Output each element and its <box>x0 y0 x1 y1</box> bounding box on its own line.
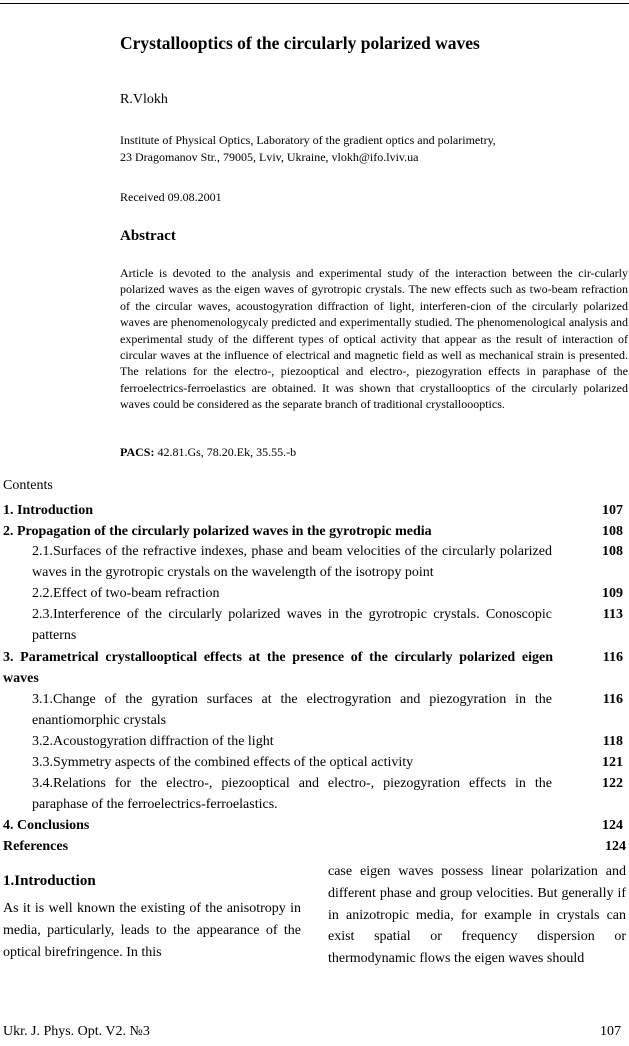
received-date: Received 09.08.2001 <box>120 190 222 204</box>
toc-entry <box>32 773 623 817</box>
abstract-text: Article is devoted to the analysis and experimental study of the interaction between the cir-cularly polarized waves as the eigen waves of gyrotropic crystals. The new effects such as two-beam refraction of the circular waves, acoustogyration diffraction of light, interferen-cion of the circularly polarized waves are phenomenologycaly predicted and experimentally studied. The phenomenological analysis and experimental study of the different types of optical activity that appear as the result of interaction of circular waves at the influence of electrical and magnetic field as well as mechanical strain is presented. The relations for the electro-, piezooptical and electro-, piezogyration effects in paraphase of the ferroelectrics-ferroelastics are obtained. It was shown that crystallooptics of the circularly polarized waves could be considered as the separate branch of traditional crystalloooptics. <box>120 266 628 412</box>
toc-entry-page: 107 <box>602 503 623 518</box>
pacs-label: PACS: <box>120 445 155 459</box>
toc-entry-title: 2.2.Effect of two-beam refraction <box>32 586 220 601</box>
top-rule <box>0 3 629 4</box>
toc-entry-title: 4. Conclusions <box>3 818 90 833</box>
toc-entry-page: 124 <box>602 818 623 833</box>
affiliation-line-1: Institute of Physical Optics, Laboratory of the gradient optics and polarimetry, <box>120 133 496 147</box>
toc-entry-title: 2.3.Interference of the circularly polarized waves in the gyrotropic crystals. Conoscopic patterns <box>32 607 552 644</box>
toc-entry <box>32 541 623 585</box>
abstract-heading: Abstract <box>120 228 176 244</box>
pacs-codes: 42.81.Gs, 78.20.Ek, 35.55.-b <box>154 445 297 459</box>
author: R.Vlokh <box>120 92 168 107</box>
toc-entry-title: 3.1.Change of the gyration surfaces at the electrogyration and piezogyration in the enantiomorphic crystals <box>32 692 552 729</box>
body-column-right: case eigen waves possess linear polarization and different phase and group velocities. But generally if in anizotropic media, for example in crystals can exist spatial or frequency dispersion or thermodynamic flows the eigen waves should <box>328 864 626 967</box>
toc-entry-page: 113 <box>602 607 623 622</box>
affiliation-line-2: 23 Dragomanov Str., 79005, Lviv, Ukraine, vlokh@ifo.lviv.ua <box>120 150 419 164</box>
toc-entry-title: References <box>3 839 69 854</box>
toc-entry-title: 2. Propagation of the circularly polarized waves in the gyrotropic media <box>3 524 432 539</box>
toc-entry-page: 109 <box>602 586 623 601</box>
body-column-left: As it is well known the existing of the anisotropy in media, particularly, leads to the appearance of the optical birefringence. In this <box>3 901 301 960</box>
toc-entry <box>3 647 623 691</box>
toc-entry-title: 3.4.Relations for the electro-, piezooptical and electro-, piezogyration effects in the paraphase of the ferroelectrics-ferroelastics. <box>32 776 552 813</box>
toc-entry-title: 3.2.Acoustogyration diffraction of the light <box>32 734 274 749</box>
toc-entry <box>32 604 623 648</box>
toc-entry <box>32 689 623 733</box>
toc-entry-page: 124 <box>605 839 626 854</box>
toc-entry-page: 121 <box>602 755 623 770</box>
page-number: 107 <box>600 1024 621 1039</box>
toc-entry-title: 3.3.Symmetry aspects of the combined effects of the optical activity <box>32 755 414 770</box>
toc-entry-title: 1. Introduction <box>3 503 93 518</box>
toc-entry-page: 118 <box>602 734 623 749</box>
toc-entry-title: 3. Parametrical crystallooptical effects at the presence of the circularly polarized eigen waves <box>3 650 553 687</box>
section-heading: 1.Introduction <box>3 873 96 889</box>
paper-title: Crystallooptics of the circularly polarized waves <box>120 33 480 53</box>
pacs-line <box>120 445 296 460</box>
toc-entry-page: 108 <box>602 524 623 539</box>
toc-entry-page: 108 <box>602 544 623 559</box>
toc-entry-page: 116 <box>602 692 623 707</box>
toc-entry-page: 116 <box>602 650 623 665</box>
toc-entry-page: 122 <box>602 776 623 791</box>
journal-footer: Ukr. J. Phys. Opt. V2. №3 <box>3 1024 150 1039</box>
contents-heading: Contents <box>3 478 53 493</box>
affiliation <box>120 132 496 166</box>
toc-entry-title: 2.1.Surfaces of the refractive indexes, phase and beam velocities of the circularly polarized waves in the gyrotropic crystals on the wavelength of the isotropy point <box>32 544 552 581</box>
